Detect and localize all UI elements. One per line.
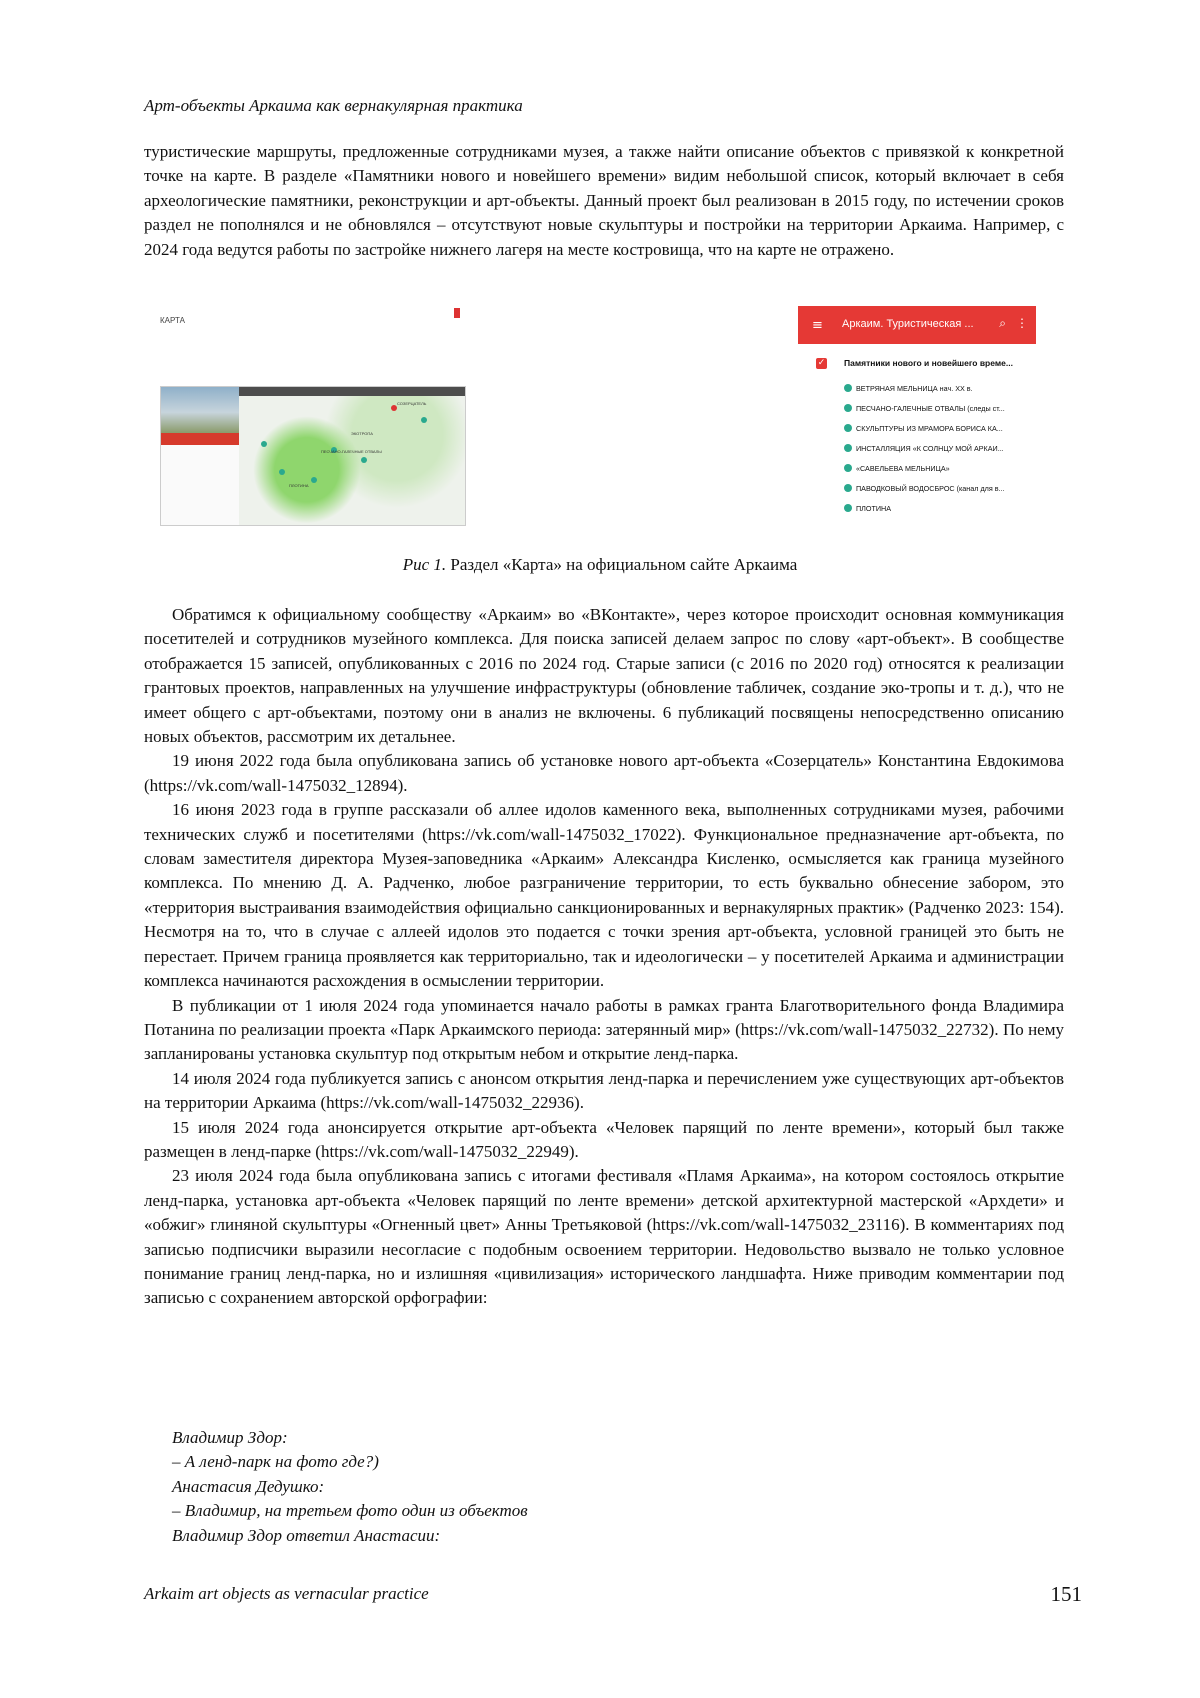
menu-icon[interactable]: ≡ <box>812 318 823 333</box>
paragraph: туристические маршруты, предложенные сотрудниками музея, а также найти описание объектов с привязкой к конкретной точке на карте. В разделе «Памятники нового и новейшего времени» видим небольшой список, который включает в себя археологические памятники, реконструкции и арт-объекты. Данный проект был реализован в 2015 году, по истечении сроков раздел не пополнялся и не обновлялся – отсутствуют новые скульптуры и постройки на территории Аркаима. Например, с 2024 года ведутся работы по застройке нижнего лагеря на месте костровища, что на карте не отражено. <box>144 142 1064 259</box>
body-text <box>144 603 1064 1311</box>
comment-line: Владимир Здор ответил Анастасии: <box>172 1525 441 1545</box>
more-icon[interactable]: ⋮ <box>1016 316 1028 330</box>
sculpture-photo <box>161 387 239 433</box>
map-label: ПЛОТИНА <box>289 483 309 488</box>
page-number: 151 <box>1050 1582 1082 1606</box>
index-column <box>494 318 582 525</box>
index-panel <box>494 298 798 541</box>
paragraph: В публикации от 1 июля 2024 года упоминается начало работы в рамках гранта Благотворительного фонда Владимира Потанина по реализации проекта «Парк Аркаимского периода: затерянный мир» (https://vk.com/wall-1475032_22732). По нему запланированы установка скульптур под открытым небом и открытие ленд-парка. <box>144 995 1064 1064</box>
comment-line: Анастасия Дедушко: <box>172 1476 325 1496</box>
paragraph-intro <box>144 140 1064 262</box>
map-label: ПЕСЧАНО-ГАЛЕЧНЫЕ ОТВАЛЫ <box>321 449 382 454</box>
layer-item[interactable]: ПЛОТИНА <box>844 504 891 513</box>
map-embed <box>160 386 466 526</box>
map-area <box>239 387 465 525</box>
layer-title: Памятники нового и новейшего време... <box>844 358 1013 368</box>
map-marker <box>361 457 367 463</box>
layer-item[interactable]: СКУЛЬПТУРЫ ИЗ МРАМОРА БОРИСА КА... <box>844 424 1003 433</box>
paragraph: 23 июля 2024 года была опубликована запись с итогами фестиваля «Пламя Аркаима», на котором состоялось открытие ленд-парка, установка арт-объекта «Человек парящий по ленте времени» детской архитектурной мастерской «Архдети» и «обжиг» глиняной скульптуры «Огненный цвет» Анны Третьяковой (https://vk.com/wall-1475032_23116). В комментариях под записью подписчики выразили несогласие с подобным освоением территории. Недовольство вызвало не только условное понимание границ ленд-парка, но и излишняя «цивилизация» исторического ландшафта. Ниже приводим комментарии под записью с сохранением авторской орфографии: <box>144 1166 1064 1308</box>
map-marker <box>261 441 267 447</box>
layer-item[interactable]: ВЕТРЯНАЯ МЕЛЬНИЦА нач. XX в. <box>844 384 973 393</box>
marker-icon <box>844 424 852 432</box>
paragraph: 14 июля 2024 года публикуется запись с анонсом открытия ленд-парка и перечислением уже существующих арт-объектов на территории Аркаима (https://vk.com/wall-1475032_22936). <box>144 1068 1064 1113</box>
share-icon <box>454 308 460 318</box>
marker-icon <box>844 404 852 412</box>
marker-icon <box>844 484 852 492</box>
running-footer: Arkaim art objects as vernacular practice <box>144 1584 429 1603</box>
app-bar <box>798 306 1036 344</box>
figure-caption-text: Раздел «Карта» на официальном сайте Аркаима <box>446 555 798 574</box>
figure-map-screenshots <box>158 298 1060 541</box>
map-marker <box>421 417 427 423</box>
layer-checkbox[interactable]: ✓ <box>817 358 826 368</box>
marker-icon <box>844 464 852 472</box>
figure-caption <box>0 555 1200 575</box>
comment-dialog <box>172 1426 528 1548</box>
layer-item[interactable]: ПАВОДКОВЫЙ ВОДОСБРОС (канал для в... <box>844 484 1005 493</box>
figure-number: Рис 1. <box>402 555 447 574</box>
map-label: ЭКОТРОПА <box>351 431 373 436</box>
map-title: КАРТА <box>160 316 185 325</box>
sidebar-header-bar <box>161 433 239 445</box>
map-label: СОЗЕРЦАТЕЛЬ <box>397 401 427 406</box>
comment-line: – А ленд-парк на фото где?) <box>172 1452 379 1472</box>
map-sidebar <box>161 387 239 525</box>
comment-line: – Владимир, на третьем фото один из объектов <box>172 1501 528 1521</box>
layer-item[interactable]: ПЕСЧАНО-ГАЛЕЧНЫЕ ОТВАЛЫ (следы ст... <box>844 404 1005 413</box>
layer-item[interactable]: «САВЕЛЬЕВА МЕЛЬНИЦА» <box>844 464 950 473</box>
paragraph: 16 июня 2023 года в группе рассказали об аллее идолов каменного века, выполненных сотрудниками музея, рабочими технических служб и посетителями (https://vk.com/wall-1475032_17022). Функциональное предназначение арт-объекта, по словам заместителя директора Музея-заповедника «Аркаим» Александра Кисленко, осмысляется как граница музейного комплекса. По мнению Д. А. Радченко, любое разграничение территории, то есть буквально обнесение забором, это «территория выстраивания взаимодействия официально санкционированных и вернакулярных практик» (Радченко 2023: 154). Несмотря на то, что в случае с аллеей идолов это подается с точки зрения арт-объекта, условной границей это быть не перестает. Причем граница проявляется как территориально, так и идеологически – у посетителей Аркаима и администрации комплекса начинаются расхождения в осмыслении территории. <box>144 800 1064 991</box>
running-header: Арт-объекты Аркаима как вернакулярная практика <box>144 96 523 115</box>
marker-icon <box>844 504 852 512</box>
map-marker <box>311 477 317 483</box>
layer-item[interactable]: ИНСТАЛЛЯЦИЯ «К СОЛНЦУ МОЙ АРКАИ... <box>844 444 1004 453</box>
comment-line: Владимир Здор: <box>172 1428 288 1447</box>
paragraph: 15 июля 2024 года анонсируется открытие арт-объекта «Человек парящий по ленте времени», который был также размещен в ленд-парке (https://vk.com/wall-1475032_22949). <box>144 1117 1064 1161</box>
app-panel <box>798 298 1060 541</box>
paragraph: Обратимся к официальному сообществу «Аркаим» во «ВКонтакте», через которое происходит основная коммуникация посетителей и сотрудников музейного комплекса. Для поиска записей делаем запрос по слову «арт-объект». В сообществе отображается 15 записей, опубликованных с 2016 по 2024 год. Старые записи (с 2016 по 2020 год) относятся к реализации грантовых проектов, направленных на улучшение инфраструктуры (обновление табличек, создание эко-тропы и т. д.), что не имеет общего с арт-объектами, поэтому они в анализ не включены. 6 публикаций посвящены непосредственно описанию новых объектов, рассмотрим их детальнее. <box>144 605 1064 747</box>
paragraph: 19 июня 2022 года была опубликована запись об установке нового арт-объекта «Созерцатель» Константина Евдокимова (https://vk.com/wall-1475032_12894). <box>144 751 1064 795</box>
marker-icon <box>844 444 852 452</box>
marker-icon <box>844 384 852 392</box>
map-marker <box>279 469 285 475</box>
map-panel <box>158 298 470 541</box>
search-icon[interactable]: ⌕ <box>999 316 1006 330</box>
map-toolbar <box>239 387 465 396</box>
app-title: Аркаим. Туристическая ... <box>842 318 974 330</box>
